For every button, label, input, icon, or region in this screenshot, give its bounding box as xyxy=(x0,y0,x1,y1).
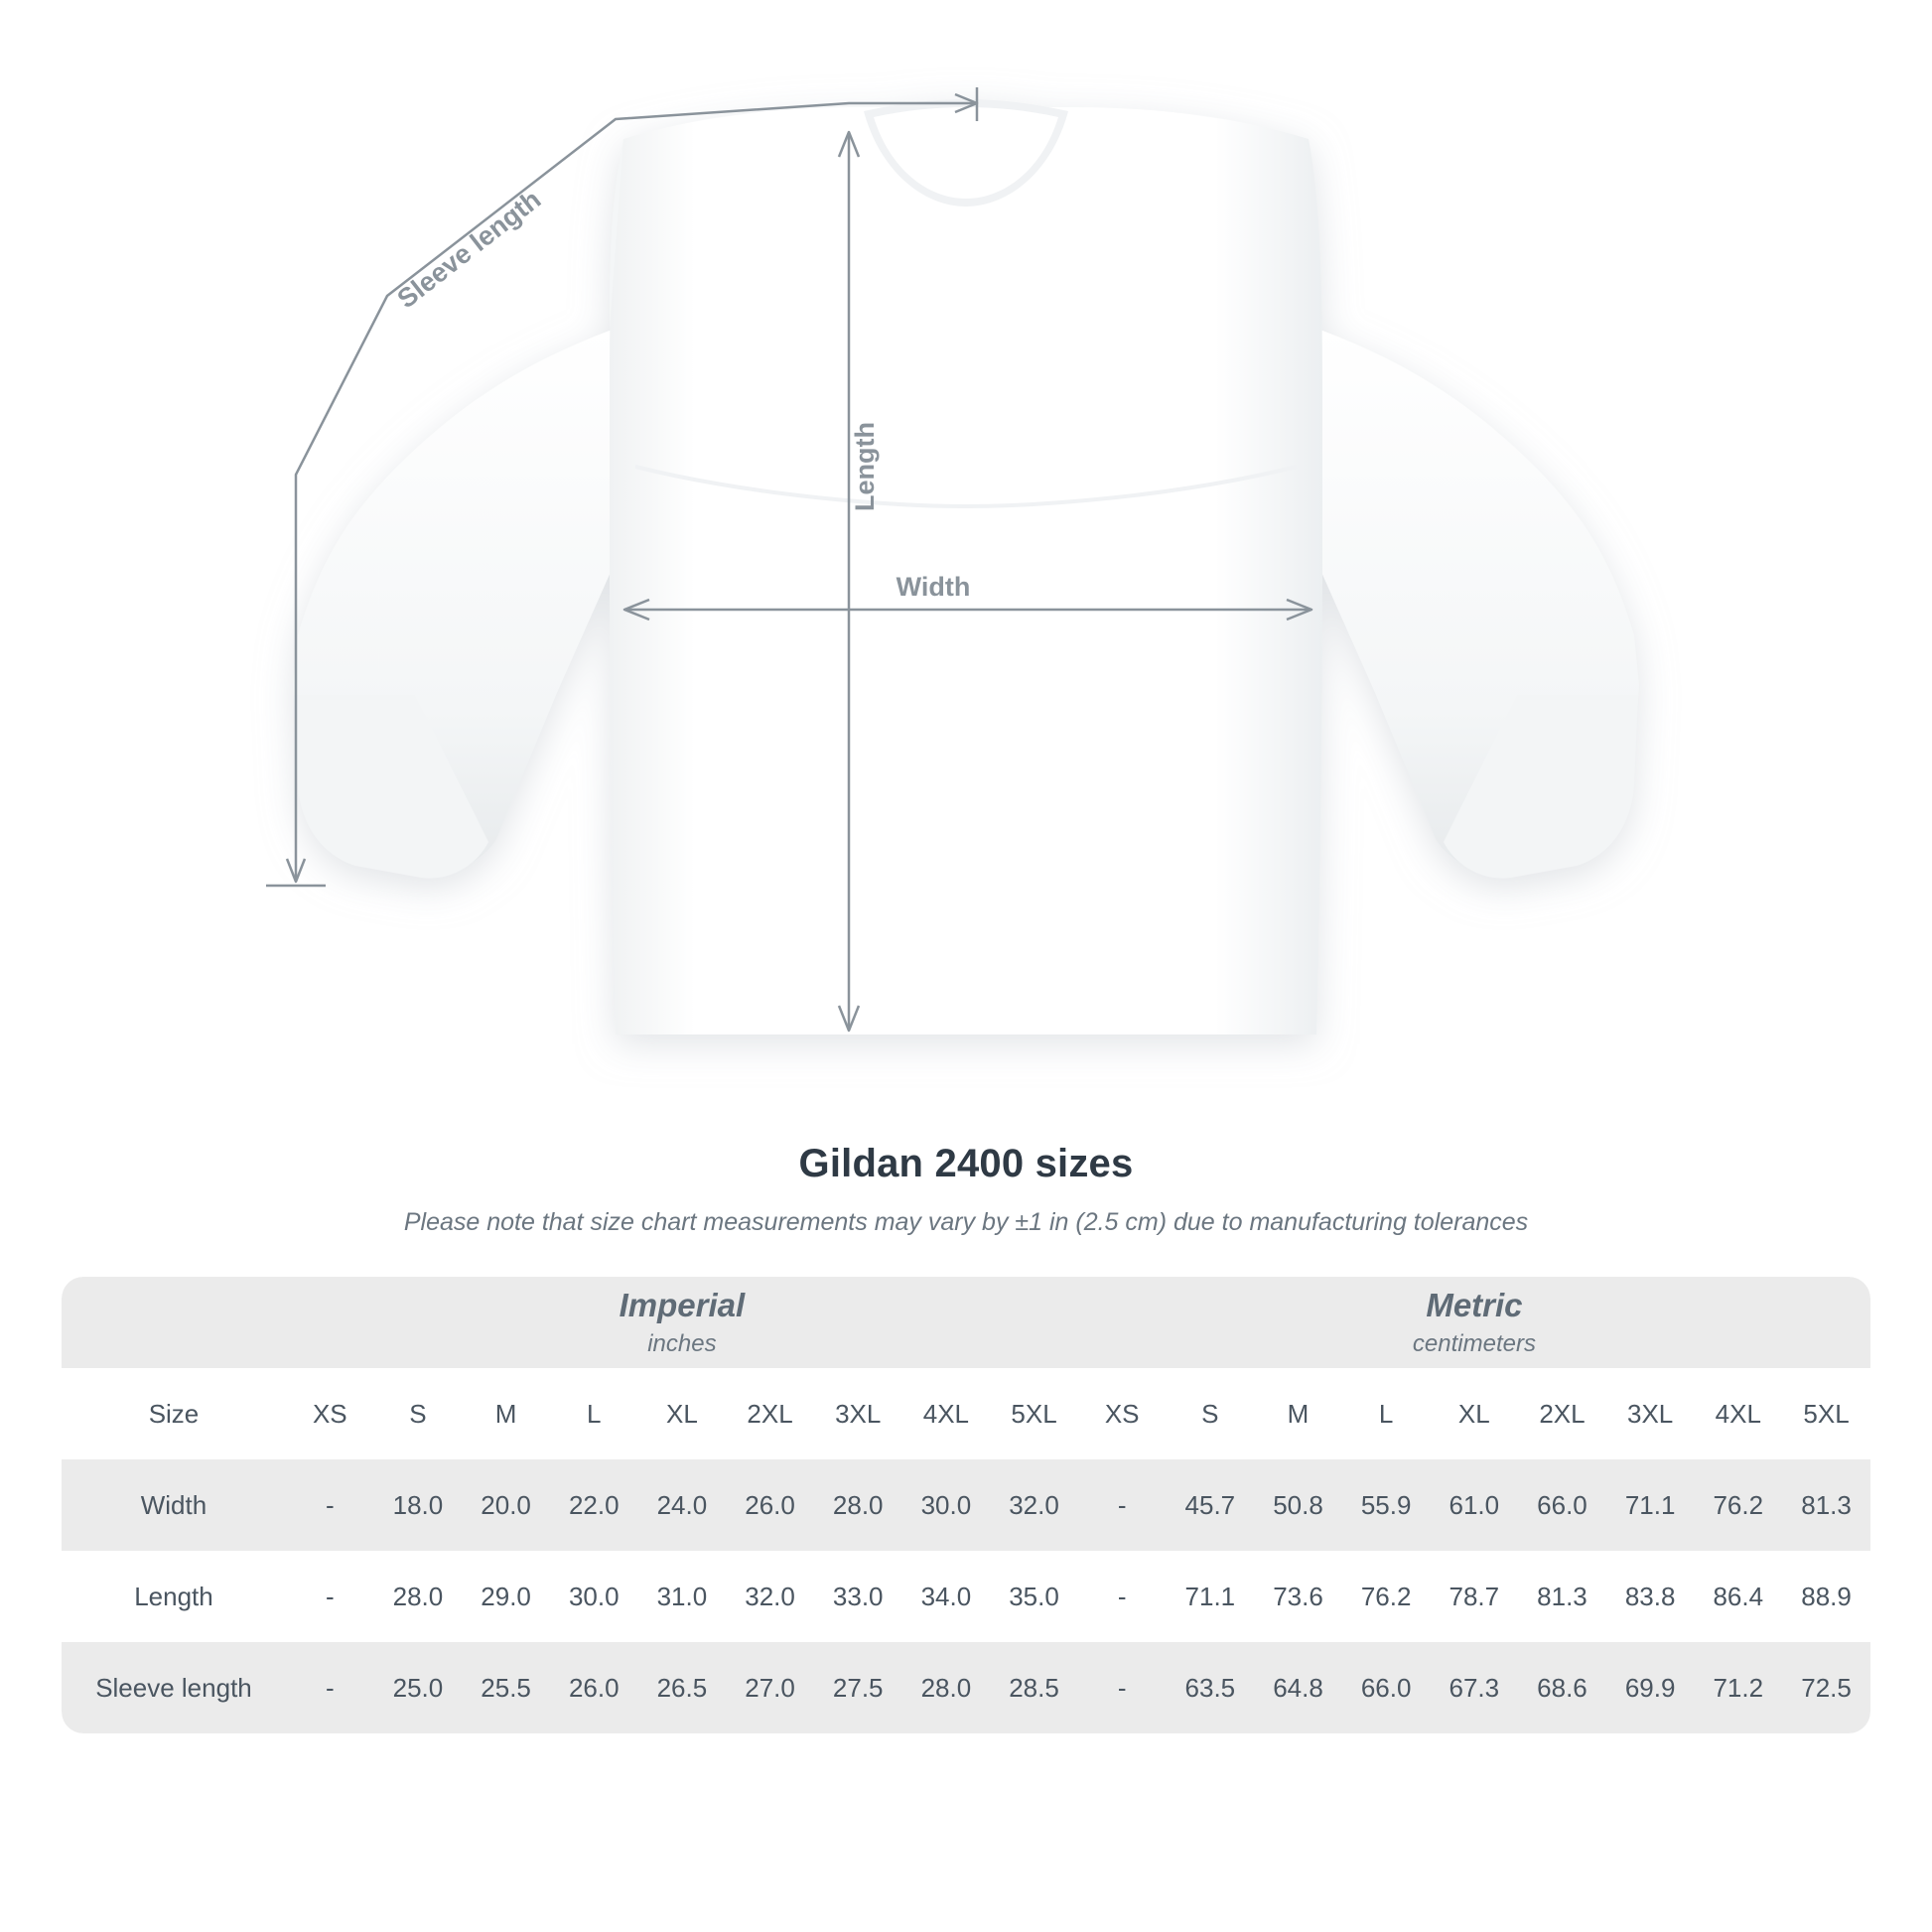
cell-length-10: 71.1 xyxy=(1167,1551,1255,1642)
size-table-wrapper xyxy=(62,1277,1870,1733)
row-label-width: Width xyxy=(62,1459,286,1551)
size-header-xl-imperial: XL xyxy=(638,1368,727,1459)
size-header-s-metric: S xyxy=(1167,1368,1255,1459)
size-header-4xl-imperial: 4XL xyxy=(902,1368,991,1459)
cell-length-0: - xyxy=(286,1551,374,1642)
cell-width-7: 30.0 xyxy=(902,1459,991,1551)
cell-length-12: 76.2 xyxy=(1342,1551,1431,1642)
page-title: Gildan 2400 sizes xyxy=(798,1142,1134,1185)
cell-sleeve-14: 68.6 xyxy=(1518,1642,1606,1733)
cell-width-1: 18.0 xyxy=(374,1459,463,1551)
size-header-row xyxy=(62,1368,1870,1459)
size-header-3xl-metric: 3XL xyxy=(1606,1368,1695,1459)
cell-width-16: 76.2 xyxy=(1694,1459,1782,1551)
cell-width-9: - xyxy=(1078,1459,1167,1551)
cell-sleeve-4: 26.5 xyxy=(638,1642,727,1733)
cell-sleeve-2: 25.5 xyxy=(462,1642,550,1733)
size-header-label: Size xyxy=(62,1368,286,1459)
cell-sleeve-16: 71.2 xyxy=(1694,1642,1782,1733)
table-row-length xyxy=(62,1551,1870,1642)
unit-group-metric-name: Metric xyxy=(1426,1286,1523,1323)
cell-sleeve-12: 66.0 xyxy=(1342,1642,1431,1733)
cell-length-11: 73.6 xyxy=(1254,1551,1342,1642)
cell-length-2: 29.0 xyxy=(462,1551,550,1642)
cell-length-4: 31.0 xyxy=(638,1551,727,1642)
size-header-2xl-imperial: 2XL xyxy=(726,1368,814,1459)
unit-group-imperial-sub: inches xyxy=(647,1330,717,1358)
cell-sleeve-6: 27.5 xyxy=(814,1642,902,1733)
cell-width-5: 26.0 xyxy=(726,1459,814,1551)
size-header-m-imperial: M xyxy=(462,1368,550,1459)
cell-length-7: 34.0 xyxy=(902,1551,991,1642)
cell-width-0: - xyxy=(286,1459,374,1551)
cell-width-12: 55.9 xyxy=(1342,1459,1431,1551)
cell-length-6: 33.0 xyxy=(814,1551,902,1642)
cell-sleeve-15: 69.9 xyxy=(1606,1642,1695,1733)
size-header-5xl-metric: 5XL xyxy=(1782,1368,1870,1459)
cell-length-16: 86.4 xyxy=(1694,1551,1782,1642)
cell-sleeve-17: 72.5 xyxy=(1782,1642,1870,1733)
cell-length-17: 88.9 xyxy=(1782,1551,1870,1642)
cell-sleeve-8: 28.5 xyxy=(990,1642,1078,1733)
sleeve-length-label: Sleeve length xyxy=(391,184,547,315)
size-header-4xl-metric: 4XL xyxy=(1694,1368,1782,1459)
size-header-xs-metric: XS xyxy=(1078,1368,1167,1459)
row-label-length: Length xyxy=(62,1551,286,1642)
cell-width-15: 71.1 xyxy=(1606,1459,1695,1551)
row-label-sleeve-length: Sleeve length xyxy=(62,1642,286,1733)
cell-sleeve-5: 27.0 xyxy=(726,1642,814,1733)
cell-sleeve-0: - xyxy=(286,1642,374,1733)
size-header-m-metric: M xyxy=(1254,1368,1342,1459)
cell-width-4: 24.0 xyxy=(638,1459,727,1551)
cell-length-1: 28.0 xyxy=(374,1551,463,1642)
size-header-xs-imperial: XS xyxy=(286,1368,374,1459)
size-header-xl-metric: XL xyxy=(1430,1368,1518,1459)
cell-width-17: 81.3 xyxy=(1782,1459,1870,1551)
cell-sleeve-9: - xyxy=(1078,1642,1167,1733)
unit-header-row xyxy=(62,1277,1870,1368)
page-subtitle: Please note that size chart measurements may vary by ±1 in (2.5 cm) due to manufacturing tolerances xyxy=(403,1208,1529,1236)
width-label: Width xyxy=(896,572,971,602)
unit-group-imperial-name: Imperial xyxy=(619,1286,746,1323)
table-row-sleeve-length xyxy=(62,1642,1870,1733)
cell-sleeve-3: 26.0 xyxy=(550,1642,638,1733)
cell-sleeve-13: 67.3 xyxy=(1430,1642,1518,1733)
cell-length-15: 83.8 xyxy=(1606,1551,1695,1642)
cell-width-8: 32.0 xyxy=(990,1459,1078,1551)
cell-length-14: 81.3 xyxy=(1518,1551,1606,1642)
table-row-width xyxy=(62,1459,1870,1551)
size-header-l-metric: L xyxy=(1342,1368,1431,1459)
size-table xyxy=(62,1277,1870,1733)
cell-width-3: 22.0 xyxy=(550,1459,638,1551)
cell-width-13: 61.0 xyxy=(1430,1459,1518,1551)
size-header-3xl-imperial: 3XL xyxy=(814,1368,902,1459)
unit-group-imperial xyxy=(286,1277,1078,1368)
cell-width-11: 50.8 xyxy=(1254,1459,1342,1551)
size-header-s-imperial: S xyxy=(374,1368,463,1459)
size-header-5xl-imperial: 5XL xyxy=(990,1368,1078,1459)
length-label: Length xyxy=(850,422,880,511)
cell-length-5: 32.0 xyxy=(726,1551,814,1642)
size-header-l-imperial: L xyxy=(550,1368,638,1459)
cell-sleeve-1: 25.0 xyxy=(374,1642,463,1733)
cell-sleeve-11: 64.8 xyxy=(1254,1642,1342,1733)
cell-length-9: - xyxy=(1078,1551,1167,1642)
cell-width-14: 66.0 xyxy=(1518,1459,1606,1551)
cell-sleeve-10: 63.5 xyxy=(1167,1642,1255,1733)
unit-group-metric-sub: centimeters xyxy=(1412,1330,1536,1358)
cell-sleeve-7: 28.0 xyxy=(902,1642,991,1733)
cell-width-10: 45.7 xyxy=(1167,1459,1255,1551)
size-header-2xl-metric: 2XL xyxy=(1518,1368,1606,1459)
unit-group-metric xyxy=(1078,1277,1870,1368)
unit-corner-cell xyxy=(62,1277,286,1368)
cell-length-3: 30.0 xyxy=(550,1551,638,1642)
cell-width-6: 28.0 xyxy=(814,1459,902,1551)
cell-width-2: 20.0 xyxy=(462,1459,550,1551)
cell-length-8: 35.0 xyxy=(990,1551,1078,1642)
cell-length-13: 78.7 xyxy=(1430,1551,1518,1642)
